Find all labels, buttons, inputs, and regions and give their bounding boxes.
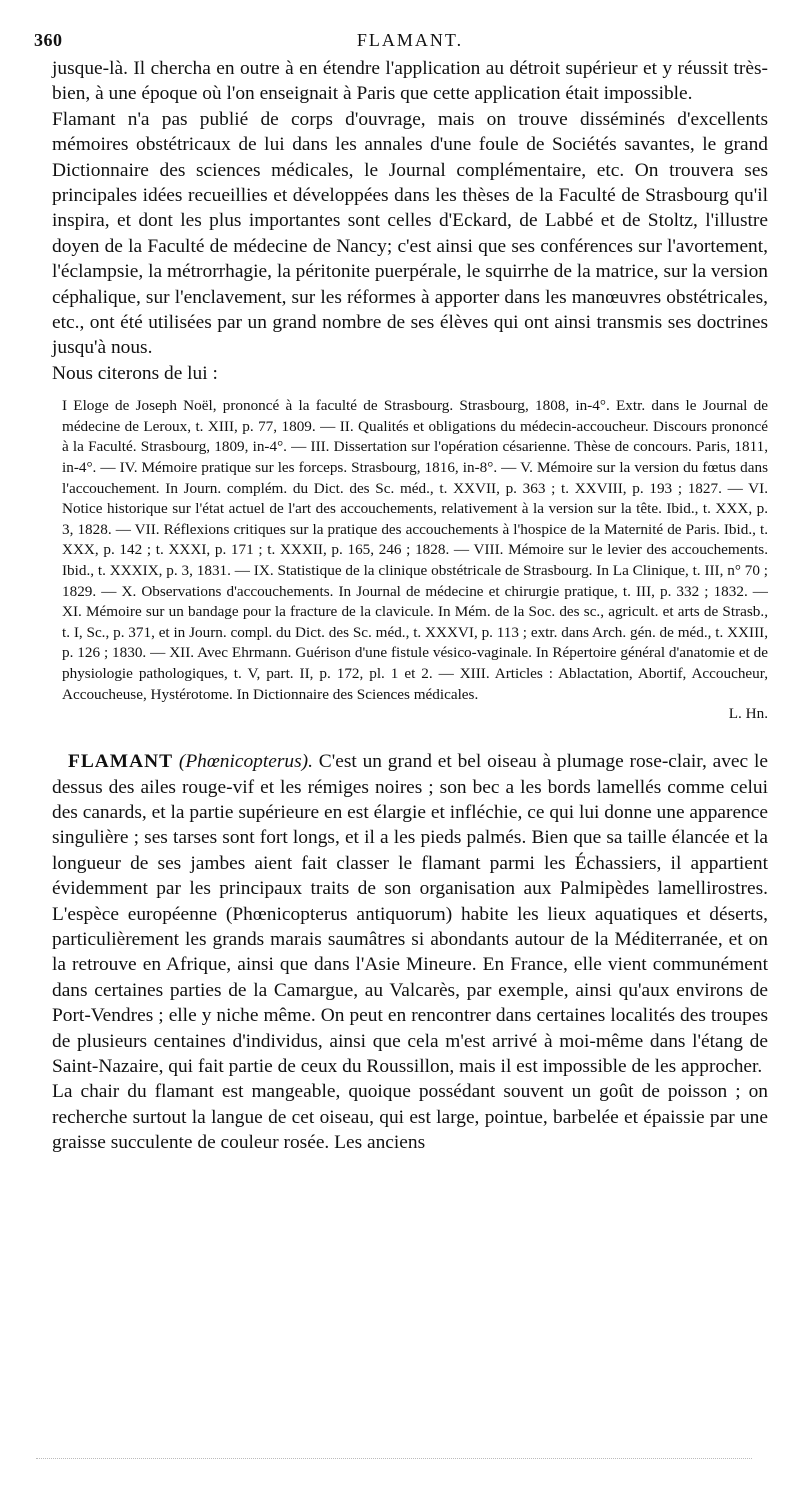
bibliography-list: I Eloge de Joseph Noël, prononcé à la faculté de Strasbourg. Strasbourg, 1808, in-4°. Extr. dans le Journal de médecine de Leroux, t. XIII, p. 77, 1809. — II. Qualités et obligations du médecin-accoucheur. Discours prononcé à la Faculté. Strasbourg, 1809, in-4°. — III. Dissertation sur l'opération césarienne. Thèse de concours. Paris, 1811, in-4°. — IV. Mémoire pratique sur les forceps. Strasbourg, 1816, in-8°. — V. Mémoire sur la version du fœtus dans l'accouchement. In Journ. complém. du Dict. des Sc. méd., t. XXVII, p. 363 ; t. XXVIII, p. 193 ; 1827. — VI. Notice historique sur l'état actuel de l'art des accouchements, relativement à la version sur la tête. Ibid., t. XXX, p. 3, 1828. — VII. Réflexions critiques sur la pratique des accouchements à l'hospice de la Maternité de Paris. Ibid., t. XXX, p. 142 ; t. XXXI, p. 171 ; t. XXXII, p. 165, 246 ; 1828. — VIII. Mémoire sur le levier des accouchements. Ibid., t. XXXIX, p. 3, 1831. — IX. Statistique de la clinique obstétricale de Strasbourg. In La Clinique, t. III, n° 70 ; 1829. — X. Observations d'accouchements. In Journal de médecine et chirurgie pratique, t. III, p. 332 ; 1832. — XI. Mémoire sur un bandage pour la fracture de la clavicule. In Mém. de la Soc. des sc., agricult. et arts de Strasb., t. I, Sc., p. 371, et in Journ. compl. du Dict. des Sc. méd., t. XXXVI, p. 113 ; extr. dans Arch. gén. de méd., t. XXIII, p. 126 ; 1830. — XII. Avec Ehrmann. Guérison d'une fistule vésico-vaginale. In Répertoire général d'anatomie et de physiologie pathologiques, t. V, part. II, p. 172, pl. 1 et 2. — XIII. Articles : Ablactation, Abortif, Accoucheur, Accoucheuse, Hystérotome. In Dictionnaire des Sciences médicales. [62, 397, 768, 703]
bottom-dotted-rule [36, 1458, 752, 1460]
paragraph-citations-intro: Nous citerons de lui : [52, 362, 218, 384]
bibliography-author: L. Hn. [728, 705, 768, 723]
entry-paragraph-1: C'est un grand et bel oiseau à plumage rose-clair, avec le dessus des ailes rouge-vif et les rémiges noires ; son bec a les bords lamellés comme celui des canards, et la partie supérieure en est élargie et infléchie, ce qui lui donne une apparence singulière ; ses tarses sont fort longs, et il a les pieds palmés. Bien que sa taille élancée et la longueur de ses jambes aient fait classer le flamant parmi les Échassiers, il appartient évidemment par les principaux traits de son organisation aux Palmipèdes lamellirostres. L'espèce européenne (Phœnicopterus antiquorum) habite les lieux aquatiques et déserts, particulièrement les grands marais saumâtres si abondants autour de la Méditerranée, et on la retrouve en Afrique, ainsi que dans l'Asie Mineure. En France, elle vient communément dans certaines parties de la Camargue, au Valcarès, par exemple, ainsi qu'aux environs de Port-Vendres ; elle y niche même. On peut en rencontrer dans certaines localités des troupes de plusieurs centaines d'individus, ainsi que cela m'est arrivé à moi-même dans l'étang de Saint-Nazaire, qui fait partie de ceux du Roussillon, mais il est impossible de les approcher. [52, 751, 768, 1078]
page-number: 360 [34, 30, 63, 50]
page [34, 30, 768, 1156]
entry-flamant [52, 749, 768, 1079]
running-title: FLAMANT. [356, 30, 464, 50]
entry-latin-name: (Phœnicopterus). [178, 751, 313, 773]
page-header [34, 30, 768, 56]
paragraph-continuation: jusque-là. Il chercha en outre à en étendre l'application au détroit supérieur et y réussit très-bien, à une époque où l'on enseignait à Paris que cette application était impossible. [52, 58, 768, 105]
paragraph-publications: Flamant n'a pas publié de corps d'ouvrage, mais on trouve disséminés d'excellents mémoires obstétricaux de lui dans les annales d'une foule de Sociétés savantes, le grand Dictionnaire des sciences médicales, le Journal complémentaire, etc. On trouvera ses principales idées recueillies et développées dans les thèses de la Faculté de Strasbourg qu'il inspira, et dont les plus importantes sont celles d'Eckard, de Labbé et de Stoltz, l'illustre doyen de la Faculté de médecine de Nancy; c'est ainsi que ses conférences sur l'avortement, l'éclampsie, la métrorrhagie, la péritonite puerpérale, le squirrhe de la matrice, sur la version céphalique, sur l'enclavement, sur les réformes à apporter dans les manœuvres obstétricales, etc., ont été utilisées par un grand nombre de ses élèves qui ont ainsi transmis ses doctrines jusqu'à nous. [52, 108, 768, 359]
entry-headword: FLAMANT [68, 751, 174, 773]
entry-paragraph-2: La chair du flamant est mangeable, quoique possédant souvent un goût de poisson ; on recherche surtout la langue de cet oiseau, qui est large, pointue, barbelée et épaissie par une graisse succulente de couleur rosée. Les anciens [52, 1081, 768, 1154]
